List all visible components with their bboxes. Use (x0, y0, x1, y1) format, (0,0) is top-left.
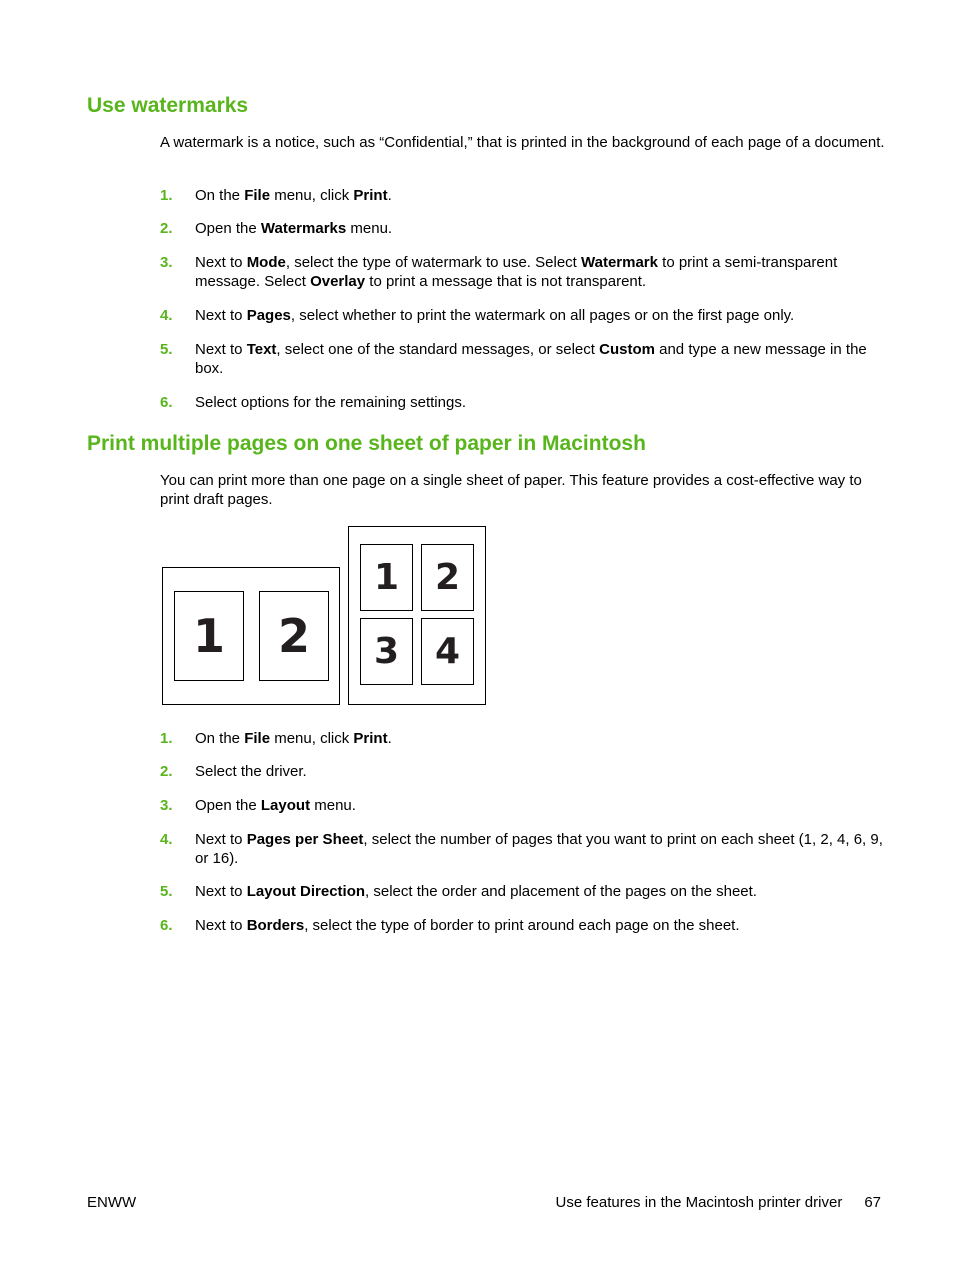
step-text: On the File menu, click Print. (195, 730, 392, 747)
watermarks-intro: A watermark is a notice, such as “Confidential,” that is printed in the background of each page of a document. (160, 134, 885, 151)
step-text: Open the Watermarks menu. (195, 220, 393, 237)
list-item (160, 916, 888, 935)
step-number: 6. (160, 917, 173, 934)
two-up-page: 1 (174, 591, 244, 681)
step-number: 4. (160, 307, 173, 324)
step-text: Next to Pages per Sheet, select the number of pages that you want to print on each sheet (1, 2, 4, 6, 9, or 16). (195, 831, 883, 867)
bold-term: Mode (246, 254, 286, 271)
bold-term: Layout (260, 797, 311, 814)
step-number: 2. (160, 763, 173, 780)
bold-term: Print (353, 187, 388, 204)
two-up-page: 2 (259, 591, 329, 681)
step-number: 6. (160, 394, 173, 411)
list-item (160, 796, 888, 815)
step-text: Open the Layout menu. (195, 797, 356, 814)
step-number: 5. (160, 883, 173, 900)
step-text: Next to Pages, select whether to print the watermark on all pages or on the first page only. (195, 307, 795, 324)
multiple-pages-intro: You can print more than one page on a single sheet of paper. This feature provides a cost-effective way to print draft pages. (160, 472, 862, 508)
step-text: Next to Text, select one of the standard messages, or select Custom and type a new message in the box. (195, 341, 867, 377)
bold-term: Pages (246, 307, 291, 324)
step-number: 5. (160, 341, 173, 358)
bold-term: File (244, 187, 271, 204)
step-number: 2. (160, 220, 173, 237)
step-text: Next to Borders, select the type of border to print around each page on the sheet. (195, 917, 740, 934)
bold-term: Custom (599, 341, 655, 358)
two-up-sheet (162, 567, 340, 705)
list-item (160, 393, 888, 412)
bold-term: Borders (246, 917, 305, 934)
four-up-sheet (348, 526, 486, 705)
step-number: 1. (160, 730, 173, 747)
footer-left: ENWW (87, 1194, 137, 1211)
bold-term: File (244, 730, 271, 747)
four-up-page: 4 (421, 618, 474, 685)
page-number: 67 (864, 1194, 881, 1211)
bold-term: Layout Direction (246, 883, 366, 900)
step-number: 4. (160, 831, 173, 848)
footer-title: Use features in the Macintosh printer driver (555, 1194, 843, 1211)
step-text: On the File menu, click Print. (195, 187, 392, 204)
list-item (160, 762, 888, 781)
section-heading-watermarks: Use watermarks (87, 94, 249, 117)
four-up-page: 3 (360, 618, 413, 685)
list-item (160, 830, 888, 868)
bold-term: Text (246, 341, 277, 358)
step-text: Select the driver. (195, 763, 307, 780)
list-item (160, 253, 888, 291)
bold-term: Overlay (310, 273, 366, 290)
step-number: 3. (160, 254, 173, 271)
list-item (160, 306, 888, 325)
step-number: 3. (160, 797, 173, 814)
list-item (160, 882, 888, 901)
footer-right (556, 1193, 881, 1212)
section-heading-multiple-pages: Print multiple pages on one sheet of paper in Macintosh (87, 432, 646, 455)
bold-term: Print (353, 730, 388, 747)
list-item (160, 219, 888, 238)
step-text: Next to Layout Direction, select the order and placement of the pages on the sheet. (195, 883, 757, 900)
step-text: Next to Mode, select the type of watermark to use. Select Watermark to print a semi-transparent message. Select Overlay to print a message that is not transparent. (195, 254, 838, 290)
step-text: Select options for the remaining settings. (195, 394, 466, 411)
bold-term: Watermark (581, 254, 658, 271)
step-number: 1. (160, 187, 173, 204)
bold-term: Watermarks (260, 220, 347, 237)
bold-term: Pages per Sheet (246, 831, 364, 848)
list-item (160, 340, 888, 378)
list-item (160, 186, 888, 205)
list-item (160, 729, 888, 748)
four-up-page: 2 (421, 544, 474, 611)
four-up-page: 1 (360, 544, 413, 611)
